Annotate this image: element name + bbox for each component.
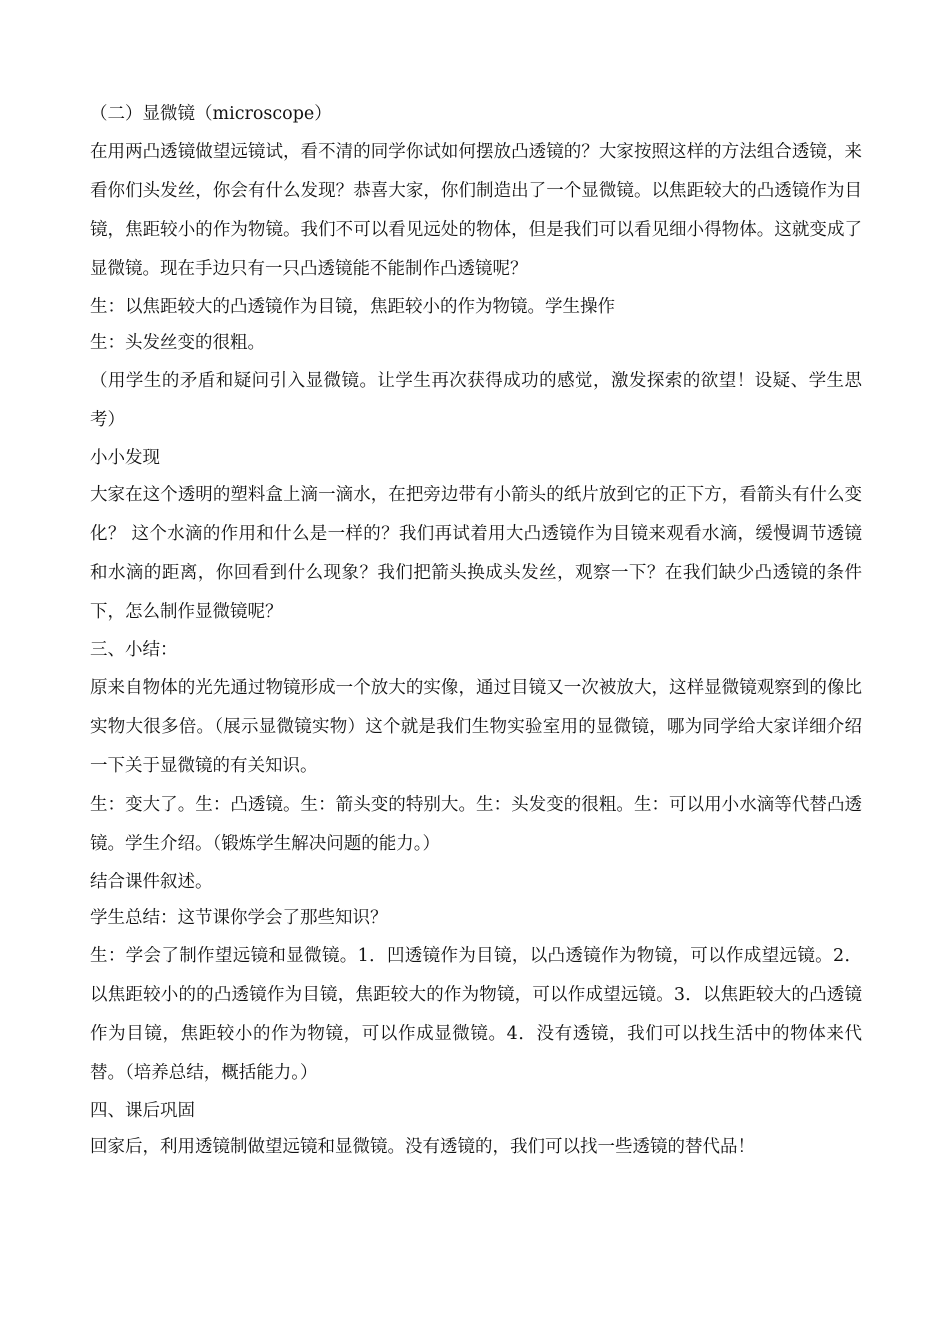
paragraph-summary-body: 原来自物体的光先通过物镜形成一个放大的实像，通过目镜又一次被放大，这样显微镜观察到的像比实物大很多倍。（展示显微镜实物）这个就是我们生物实验室用的显微镜，哪为同学给大家详细介绍一下关于显微镜的有关知识。	[90, 677, 862, 776]
section-heading-microscope: （二）显微镜（microscope）	[90, 104, 332, 124]
paragraph-microscope-intro: 在用两凸透镜做望远镜试，看不清的同学你试如何摆放凸透镜的？大家按照这样的方法组合透镜，来看你们头发丝，你会有什么发现？恭喜大家，你们制造出了一个显微镜。以焦距较大的凸透镜作为目镜，焦距较小的作为物镜。我们不可以看见远处的物体，但是我们可以看见细小得物体。这就变成了显微镜。现在手边只有一只凸透镜能不能制作凸透镜呢？	[90, 141, 862, 279]
paragraph-student-answer-2: 生：头发丝变的很粗。	[90, 333, 265, 353]
paragraph-courseware: 结合课件叙述。	[90, 871, 213, 892]
section-heading-summary: 三、小结：	[90, 640, 178, 660]
paragraph-student-answers-3: 生：变大了。生：凸透镜。生：箭头变的特别大。生：头发变的很粗。生：可以用小水滴等代替凸透镜。学生介绍。（锻炼学生解决问题的能力。）	[90, 794, 862, 854]
paragraph-student-summary-answer: 生：学会了制作望远镜和显微镜。1．凹透镜作为目镜，以凸透镜作为物镜，可以作成望远镜。2．以焦距较小的的凸透镜作为目镜，焦距较大的作为物镜，可以作成望远镜。3．以焦距较大的凸透镜作为目镜，焦距较小的作为物镜，可以作成显微镜。4．没有透镜，我们可以找生活中的物体来代替。（培养总结，概括能力。）	[90, 945, 862, 1083]
section-heading-discovery: 小小发现	[90, 447, 160, 468]
paragraph-student-summary: 学生总结：这节课你学会了那些知识？	[90, 908, 388, 928]
paragraph-discovery-body: 大家在这个透明的塑料盒上滴一滴水，在把旁边带有小箭头的纸片放到它的正下方，看箭头有什么变化？ 这个水滴的作用和什么是一样的？我们再试着用大凸透镜作为目镜来观看水滴，缓慢调节透镜和水滴的距离，你回看到什么现象？我们把箭头换成头发丝，观察一下？在我们缺少凸透镜的条件下，怎么制作显微镜呢？	[90, 485, 862, 622]
paragraph-teaching-note-1: （用学生的矛盾和疑问引入显微镜。让学生再次获得成功的感觉，激发探索的欲望！设疑、学生思考）	[90, 370, 862, 430]
document-body	[90, 96, 862, 1166]
paragraph-student-answer-1: 生：以焦距较大的凸透镜作为目镜，焦距较小的作为物镜。学生操作	[90, 296, 615, 317]
section-heading-homework: 四、课后巩固	[90, 1100, 195, 1121]
paragraph-homework-body: 回家后，利用透镜制做望远镜和显微镜。没有透镜的，我们可以找一些透镜的替代品！	[90, 1137, 755, 1157]
